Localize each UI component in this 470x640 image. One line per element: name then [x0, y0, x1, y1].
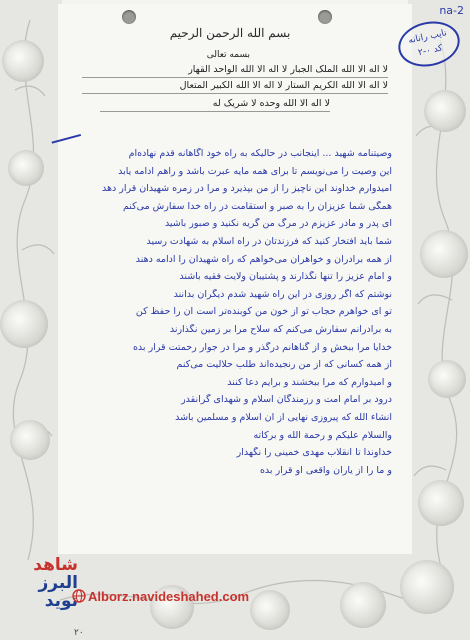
letter-line: لا اله الا الله الکریم الستار لا اله الا الله الکبیر المتعال: [179, 80, 388, 91]
embossed-flower: [424, 90, 466, 132]
site-logo: [6, 556, 78, 610]
letter-line: لا اله الا الله الملک الجبار لا اله الا الله الواحد القهار: [188, 64, 388, 75]
embossed-flower: [420, 230, 468, 278]
letter-line: والسلام علیکم و رحمة الله و برکاته: [253, 429, 392, 441]
letter-line: بسمه تعالی: [206, 50, 250, 60]
letter-line: و امیدوارم که مرا ببخشند و برایم دعا کنند: [227, 376, 392, 388]
embossed-flower: [0, 300, 48, 348]
ruled-line: [100, 111, 330, 112]
letter-line: شما باید افتخار کنید که فرزندتان در راه اسلام به شهادت رسید: [146, 236, 392, 247]
logo-line: شاهد: [33, 555, 78, 575]
logo-line: البرز نوید: [38, 573, 78, 611]
letter-line: این وصیت را می‌نویسم تا برای همه مایه عبرت باشد و راهم ادامه یابد: [118, 165, 392, 177]
site-url[interactable]: Alborz.navideshahed.com: [88, 589, 250, 604]
punch-hole-left: [122, 10, 136, 24]
stamp-line: کد ۰-۲: [417, 43, 444, 59]
embossed-flower: [8, 150, 44, 186]
embossed-flower: [2, 40, 44, 82]
stamp-line: نایب رانانه: [407, 28, 448, 47]
letter-line: لا اله الا الله وحده لا شریک له: [212, 98, 330, 109]
letter-line: به برادرانم سفارش می‌کنم که سلاح مرا بر زمین نگذارند: [169, 324, 392, 335]
letter-line: نوشتم که اگر روزی در این راه شهید شدم دیگران بدانند: [173, 288, 392, 300]
basmala-heading: بسم الله الرحمن الرحیم: [169, 26, 291, 40]
letter-line: خدایا مرا ببخش و از گناهانم درگذر و مرا در جوار رحمتت قرار بده: [132, 341, 392, 353]
embossed-flower: [418, 480, 464, 526]
letter-line: انشاء الله که پیروزی نهایی از آن اسلام و مسلمین باشد: [175, 412, 392, 423]
document-code: na-2: [439, 4, 464, 17]
embossed-flower: [428, 360, 466, 398]
letter-line: درود بر امام امت و رزمندگان اسلام و شهدای گرانقدر: [181, 394, 392, 406]
letter-line: و امام عزیز را تنها نگذارند و پشتیبان ولایت فقیه باشند: [179, 271, 392, 283]
ruled-line: [82, 77, 388, 78]
embossed-flower: [340, 582, 386, 628]
ruled-line: [82, 93, 388, 94]
letter-line: و ما را از یاران واقعی او قرار بده: [259, 464, 392, 476]
page-number: ۲۰: [74, 628, 84, 638]
letter-line: وصیتنامه شهید ... اینجانب در حالیکه به راه خود آگاهانه قدم نهاده‌ام: [128, 148, 392, 159]
letter-line: امیدوارم خداوند این ناچیز را از من بپذیرد و مرا در زمره شهیدان قرار دهد: [101, 183, 392, 195]
letter-line: از همه برادران و خواهران می‌خواهم که راه شهیدان را ادامه دهند: [135, 253, 392, 265]
globe-icon: [72, 589, 86, 603]
letter-line: خداوندا تا انقلاب مهدی خمینی را نگهدار: [236, 447, 392, 459]
embossed-flower: [400, 560, 454, 614]
punch-hole-right: [318, 10, 332, 24]
letter-line: تو ای خواهرم حجاب تو از خون من کوبنده‌تر است آن را حفظ کن: [135, 306, 392, 318]
letter-line: همگی شما عزیزان را به صبر و استقامت در راه خدا سفارش می‌کنم: [122, 200, 392, 212]
letter-line: ای پدر و مادر عزیزم در مرگ من گریه نکنید و صبور باشید: [164, 218, 392, 230]
letter-line: از همه کسانی که از من رنجیده‌اند طلب حلالیت می‌کنم: [176, 359, 392, 371]
embossed-flower: [250, 590, 290, 630]
embossed-flower: [10, 420, 50, 460]
